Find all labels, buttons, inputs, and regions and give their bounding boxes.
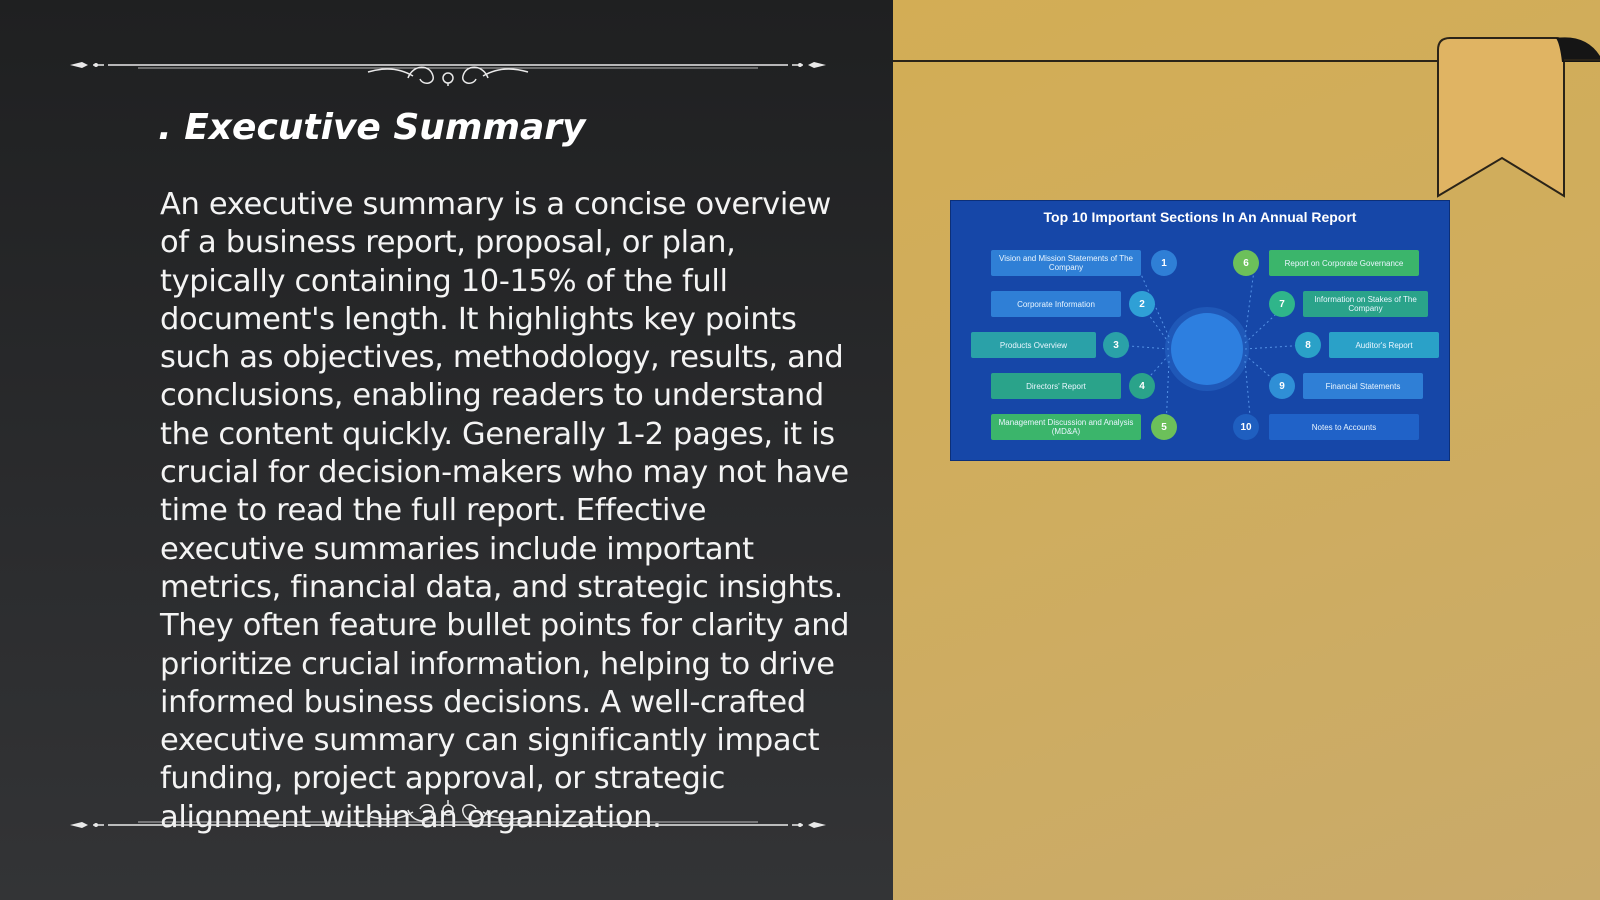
item-label-9: Financial Statements xyxy=(1303,373,1423,399)
item-number-6: 6 xyxy=(1233,250,1259,276)
item-label-3: Products Overview xyxy=(971,332,1096,358)
item-number-3: 3 xyxy=(1103,332,1129,358)
bottom-ornament xyxy=(68,800,828,840)
annual-report-infographic xyxy=(950,200,1450,461)
item-label-10: Notes to Accounts xyxy=(1269,414,1419,440)
item-label-6: Report on Corporate Governance xyxy=(1269,250,1419,276)
item-number-1: 1 xyxy=(1151,250,1177,276)
item-number-5: 5 xyxy=(1151,414,1177,440)
item-label-8: Auditor's Report xyxy=(1329,332,1439,358)
item-number-2: 2 xyxy=(1129,291,1155,317)
item-number-9: 9 xyxy=(1269,373,1295,399)
slide-body-text: An executive summary is a concise overview of a business report, proposal, or plan, typically containing 10-15% of the full document's length. It highlights key points such as objectives, methodology, results, and conclusions, enabling readers to understand the content quickly. Generally 1-2 pages, it is crucial for decision-makers who may not have time to read the full report. Effective executive summaries include important metrics, financial data, and strategic insights. They often feature bullet points for clarity and prioritize crucial information, helping to drive informed business decisions. A well-crafted executive summary can significantly impact funding, project approval, or strategic alignment within an organization. xyxy=(160,187,850,835)
item-label-2: Corporate Information xyxy=(991,291,1121,317)
item-label-1: Vision and Mission Statements of The Company xyxy=(991,250,1141,276)
item-label-7: Information on Stakes of The Company xyxy=(1303,291,1428,317)
slide-title: . Executive Summary xyxy=(158,107,586,148)
infographic-hub xyxy=(1171,313,1243,385)
item-label-4: Directors' Report xyxy=(991,373,1121,399)
top-ornament xyxy=(68,46,828,86)
item-label-5: Management Discussion and Analysis (MD&A) xyxy=(991,414,1141,440)
item-number-8: 8 xyxy=(1295,332,1321,358)
item-number-4: 4 xyxy=(1129,373,1155,399)
item-number-7: 7 xyxy=(1269,291,1295,317)
bookmark-ribbon-icon xyxy=(1436,36,1600,206)
decorative-line xyxy=(893,60,1438,62)
item-number-10: 10 xyxy=(1233,414,1259,440)
infographic-title: Top 10 Important Sections In An Annual Report xyxy=(1043,209,1357,225)
